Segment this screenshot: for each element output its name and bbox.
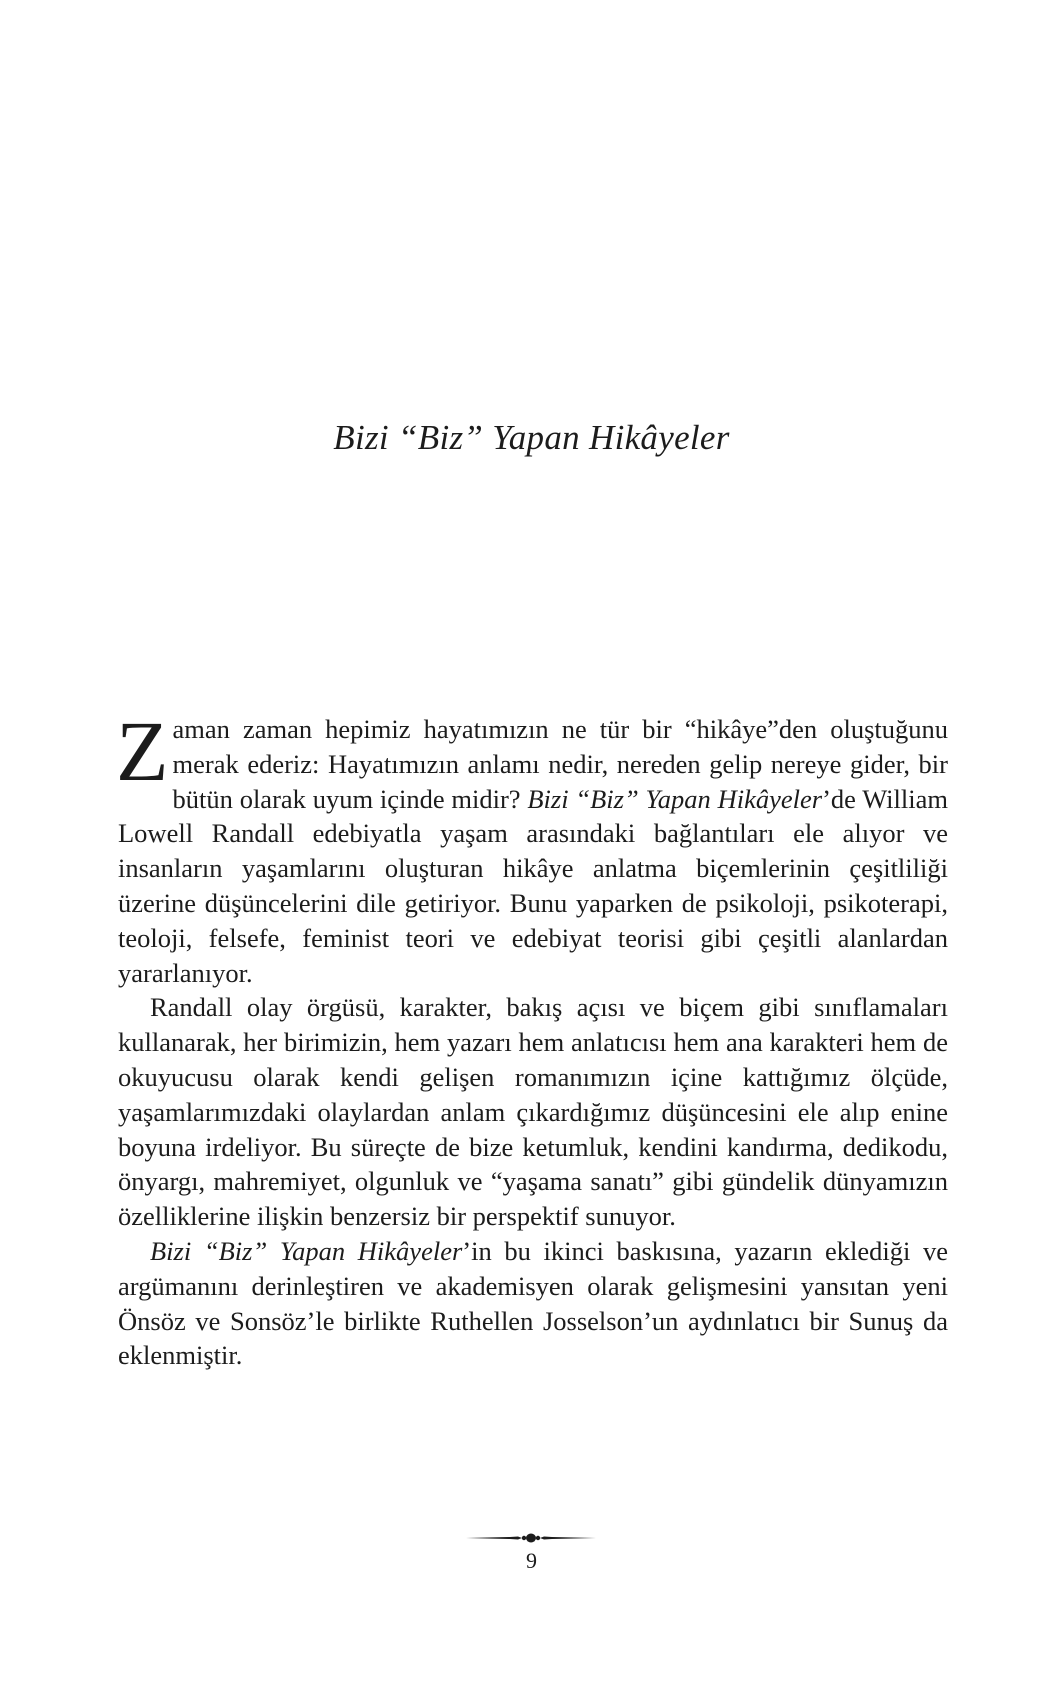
paragraph-3-book-title: Bizi “Biz” Yapan Hikâyeler [150, 1235, 463, 1266]
page-number: 9 [526, 1548, 537, 1573]
drop-cap: Z [116, 703, 169, 799]
chapter-title: Bizi “Biz” Yapan Hikâyeler [333, 418, 730, 457]
paragraph-2: Randall olay örgüsü, karakter, bakış açısı ve biçem gibi sınıflamaları kullanarak, her birimizin, hem yazarı hem anlatıcısı hem ana karakteri hem de okuyucusu olarak kendi gelişen romanımızın içine kattığımız ölçüde, yaşamlarımızdaki olaylardan anlam çıkardığımız düşüncesini ele alıp enine boyuna irdeliyor. Bu süreçte de bize ketumluk, kendini kandırma, dedikodu, önyargı, mahremiyet, olgunluk ve “yaşama sanatı” gibi gündelik dünyamızın özelliklerine ilişkin benzersiz bir perspektif sunuyor. [118, 992, 948, 1232]
paragraph-1-rest: ’de William Lowell Randall edebiyatla yaşam arasındaki bağlantıları ele alıyor ve insanların yaşamlarını oluşturan hikâye anlatma biçemlerinin çeşitliliği üzerine düşüncelerini dile getiriyor. Bunu yaparken de psikoloji, psikoterapi, teoloji, felsefe, feminist teori ve edebiyat teorisi gibi çeşitli alanlardan yararlanıyor. [118, 783, 948, 988]
paragraph-3 [118, 1234, 948, 1373]
paragraph-1 [116, 703, 948, 990]
body-text [116, 703, 948, 1373]
paragraph-1-book-title: Bizi “Biz” Yapan Hikâyeler [527, 783, 823, 814]
paragraph-3-rest: ’in bu ikinci baskısına, yazarın eklediği ve argümanını derinleştiren ve akademisyen olarak gelişmesini yansıtan yeni Önsöz ve Sonsöz’le birlikte Ruthellen Josselson’un aydınlatıcı bir Sunuş da eklenmiştir. [118, 1235, 948, 1371]
paragraph-1-lead: aman zaman hepimiz hayatımızın ne tür bir “hikâye”den oluştuğunu merak ederiz: Hayatımızın anlamı nedir, nereden gelip nereye gider, bir bütün olarak uyum içinde midir? [172, 714, 948, 814]
ornament-divider-icon [466, 1530, 596, 1546]
